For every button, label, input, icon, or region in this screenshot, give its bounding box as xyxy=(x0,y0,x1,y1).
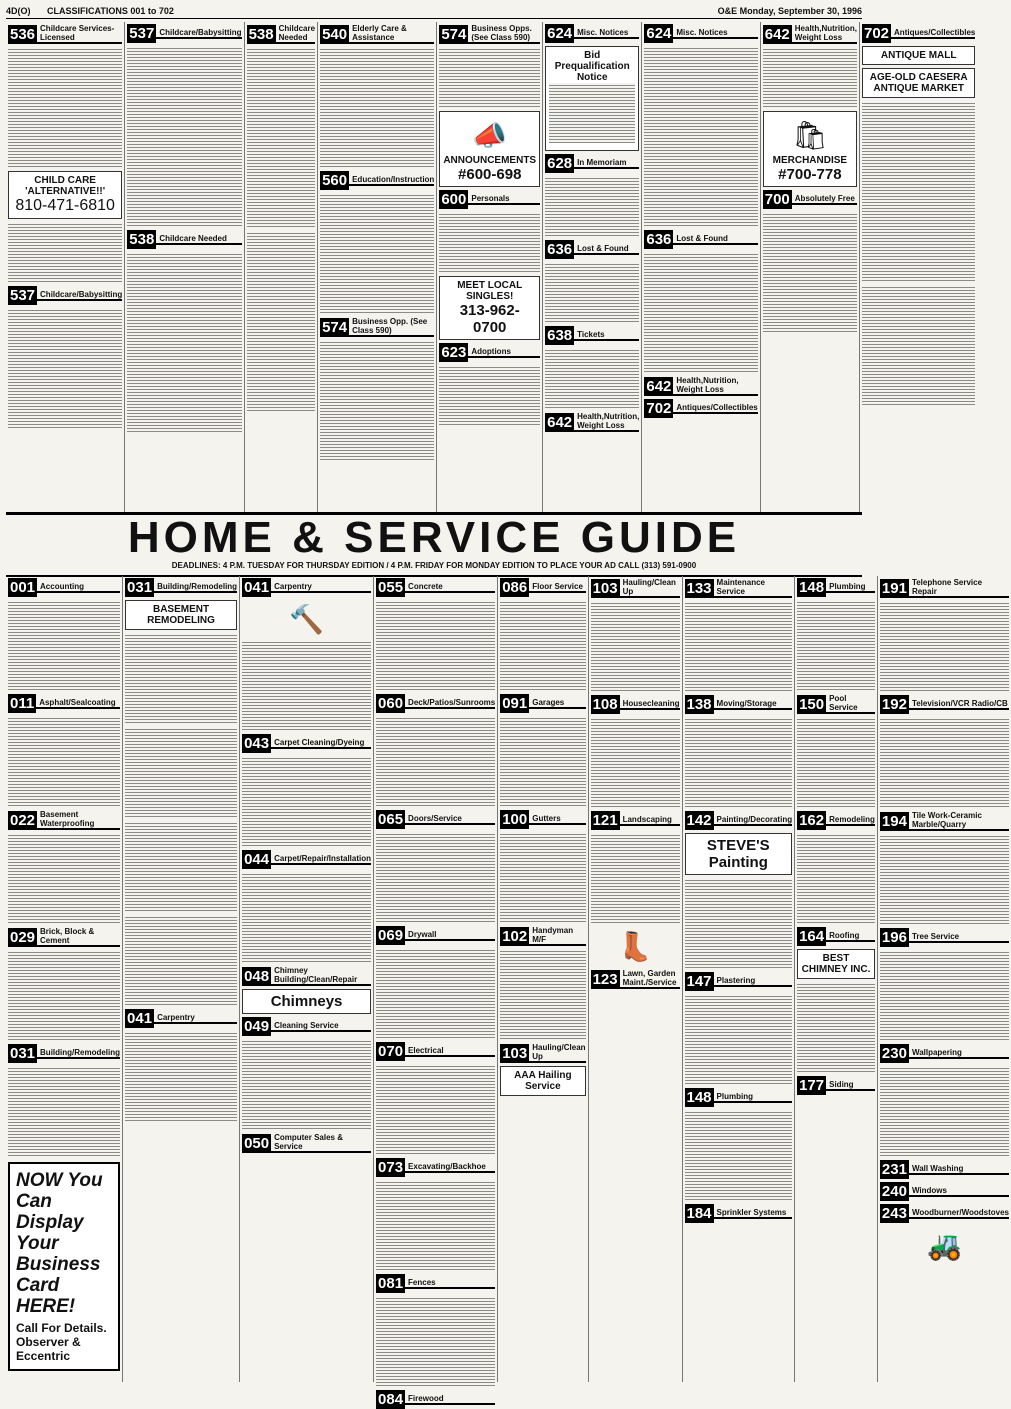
antique-mall-ad: ANTIQUE MALL xyxy=(862,46,975,65)
section-heading: 240 Windows xyxy=(880,1182,1009,1201)
section-heading: 636 Lost & Found xyxy=(644,230,757,249)
antique-market-ad: AGE-OLD CAESERA ANTIQUE MARKET xyxy=(862,68,975,98)
section-heading: 123 Lawn, Garden Maint./Service xyxy=(591,969,680,989)
section-heading: 600 Personals xyxy=(439,190,540,209)
top-column xyxy=(761,22,860,512)
section-heading: 031 Building/Remodeling xyxy=(127,579,238,596)
section-heading: 048 Chimney Building/Clean/Repair xyxy=(242,966,371,986)
section-heading: 537 Childcare/Babysitting xyxy=(129,25,242,42)
section-heading: 147 Plastering xyxy=(685,972,793,991)
section-heading: 001 Accounting xyxy=(8,578,120,597)
bottom-column xyxy=(374,576,498,1408)
basement-remodeling-ad: BASEMENT REMODELING xyxy=(125,600,237,630)
section-heading: 108 Housecleaning xyxy=(592,696,680,713)
bottom-column xyxy=(589,576,683,1382)
bid-notice-ad: Bid Prequalification Notice xyxy=(545,46,639,151)
section-heading: 638 Tickets xyxy=(545,326,639,345)
steves-painting-ad: STEVE'S Painting xyxy=(685,833,793,875)
classifications-range: CLASSIFICATIONS 001 to 702 xyxy=(47,6,174,16)
child-care-ad: CHILD CARE 'ALTERNATIVE!!' 810-471-6810 xyxy=(8,171,122,219)
section-heading: 011 Asphalt/Sealcoating xyxy=(8,694,120,713)
section-heading: 091 Garages xyxy=(500,694,585,713)
section-heading: 049 Cleaning Service xyxy=(242,1017,371,1036)
section-heading: 086 Floor Service xyxy=(500,578,585,597)
hauling-ad: AAA Hailing Service xyxy=(500,1066,585,1096)
section-heading: 538 Childcare Needed xyxy=(127,230,241,249)
bottom-column xyxy=(6,576,123,1382)
banner-deadlines: DEADLINES: 4 P.M. TUESDAY FOR THURSDAY EDITION / 4 P.M. FRIDAY FOR MONDAY EDITION TO PLACE YOUR AD CALL (313) 591-0900 xyxy=(171,561,697,570)
section-heading: 043 Carpet Cleaning/Dyeing xyxy=(242,734,371,753)
bottom-column xyxy=(795,576,878,1382)
paper-name: O&E xyxy=(717,6,738,16)
section-heading: 162 Remodeling xyxy=(799,812,875,829)
bottom-column xyxy=(240,576,374,1382)
section-heading: 191 Telephone Service Repair xyxy=(880,578,1009,598)
section-heading: 537 Childcare/Babysitting xyxy=(10,287,123,304)
section-heading: 194 Tile Work-Ceramic Marble/Quarry xyxy=(880,811,1009,831)
section-heading: 642 Health,Nutrition, Weight Loss xyxy=(764,24,857,43)
chimneys-ad: Chimneys xyxy=(242,989,371,1014)
section-heading: 081 Fences xyxy=(376,1274,495,1293)
section-heading: 231 Wall Washing xyxy=(880,1160,1009,1179)
section-heading: 540 Elderly Care & Assistance xyxy=(320,24,434,44)
section-heading: 031 Building/Remodeling xyxy=(10,1045,121,1062)
top-column xyxy=(318,22,437,512)
section-heading: 177 Siding xyxy=(797,1076,875,1095)
top-column xyxy=(642,22,760,512)
section-heading: 642 Health,Nutrition, Weight Loss xyxy=(644,376,757,396)
section-heading: 628 In Memoriam xyxy=(545,154,639,173)
section-heading: 642 Health,Nutrition, Weight Loss xyxy=(547,412,640,431)
section-heading: 700 Absolutely Free xyxy=(763,190,857,209)
section-heading: 243 Woodburner/Woodstoves xyxy=(881,1205,1009,1222)
page-header xyxy=(6,4,862,19)
banner-title: HOME & SERVICE GUIDE xyxy=(127,513,741,562)
merchandise-ad: 🛍 MERCHANDISE #700-778 xyxy=(763,111,857,187)
bottom-column xyxy=(878,576,1011,1382)
section-heading: 538 Childcare Needed xyxy=(248,24,316,43)
top-column xyxy=(6,22,125,512)
section-heading: 060 Deck/Patios/Sunrooms xyxy=(378,695,496,712)
top-column xyxy=(245,22,319,512)
section-heading: 624 Misc. Notices xyxy=(545,24,639,43)
section-heading: 150 Pool Service xyxy=(797,694,875,714)
section-heading: 073 Excavating/Backhoe xyxy=(376,1158,495,1177)
top-column xyxy=(860,22,977,512)
section-heading: 029 Brick, Block & Cement xyxy=(8,927,120,947)
section-heading: 574 Business Opps. (See Class 590) xyxy=(439,24,540,44)
section-heading: 084 Firewood xyxy=(376,1390,495,1409)
section-heading: 142 Painting/Decorating xyxy=(686,812,793,829)
section-heading: 102 Handyman M/F xyxy=(500,926,585,946)
section-heading: 196 Tree Service xyxy=(880,928,1009,947)
section-heading: 103 Hauling/Clean Up xyxy=(502,1043,586,1062)
section-heading: 070 Electrical xyxy=(376,1042,495,1061)
section-heading: 702 Antiques/Collectibles xyxy=(646,400,758,417)
section-heading: 055 Concrete xyxy=(376,578,495,597)
top-column xyxy=(125,22,244,512)
section-heading: 044 Carpet/Repair/Installation xyxy=(244,851,372,868)
section-heading: 022 Basement Waterproofing xyxy=(8,810,120,830)
section-heading: 192 Television/VCR Radio/CB xyxy=(881,696,1008,713)
section-heading: 065 Doors/Service xyxy=(376,810,495,829)
section-heading: 624 Misc. Notices xyxy=(644,24,757,43)
section-heading: 103 Hauling/Clean Up xyxy=(591,578,680,598)
issue-date: Monday, September 30, 1996 xyxy=(739,6,862,16)
bottom-column xyxy=(498,576,588,1382)
home-service-guide-banner xyxy=(6,512,862,577)
section-heading: 069 Drywall xyxy=(376,926,495,945)
section-heading: 230 Wallpapering xyxy=(880,1044,1009,1063)
section-heading: 164 Roofing xyxy=(797,927,875,946)
section-heading: 623 Adoptions xyxy=(439,343,540,362)
top-classifieds xyxy=(6,22,976,512)
section-heading: 702 Antiques/Collectibles xyxy=(864,25,976,42)
section-heading: 184 Sprinkler Systems xyxy=(685,1204,793,1223)
section-heading: 138 Moving/Storage xyxy=(685,695,793,714)
section-heading: 636 Lost & Found xyxy=(545,240,639,259)
section-heading: 121 Landscaping xyxy=(591,811,680,830)
top-column xyxy=(437,22,543,512)
top-column xyxy=(543,22,642,512)
section-heading: 041 Carpentry xyxy=(242,578,371,597)
section-heading: 148 Plumbing xyxy=(685,1088,793,1107)
business-card-promo: NOW You Can Display Your Business Card HERE! Call For Details. Observer & Eccentric xyxy=(8,1162,120,1371)
section-heading: 133 Maintenance Service xyxy=(685,578,793,598)
section-heading: 574 Business Opp. (See Class 590) xyxy=(320,317,434,337)
best-chimney-ad: BEST CHIMNEY INC. xyxy=(797,949,875,979)
section-heading: 050 Computer Sales & Service xyxy=(242,1133,371,1153)
section-heading: 148 Plumbing xyxy=(797,578,875,597)
shopping-bag-icon: 🛍 xyxy=(792,119,828,151)
tractor-icon: 🚜 xyxy=(927,1231,962,1262)
megaphone-icon: 📣 xyxy=(472,119,508,151)
announcements-ad: 📣 ANNOUNCEMENTS #600-698 xyxy=(439,111,540,187)
bottom-column xyxy=(683,576,796,1382)
boot-icon: 👢 xyxy=(617,932,653,963)
service-directory xyxy=(6,576,1009,1408)
section-heading: 536 Childcare Services-Licensed xyxy=(8,24,122,44)
section-heading: 560 Education/Instruction xyxy=(322,172,435,189)
bottom-column xyxy=(123,576,240,1382)
section-heading: 041 Carpentry xyxy=(125,1009,237,1028)
section-heading: 100 Gutters xyxy=(500,810,585,829)
meet-local-ad: MEET LOCAL SINGLES! 313-962-0700 xyxy=(439,276,540,340)
hammer-icon: 🔨 xyxy=(289,605,324,636)
page-number: 4D(O) xyxy=(6,6,31,16)
